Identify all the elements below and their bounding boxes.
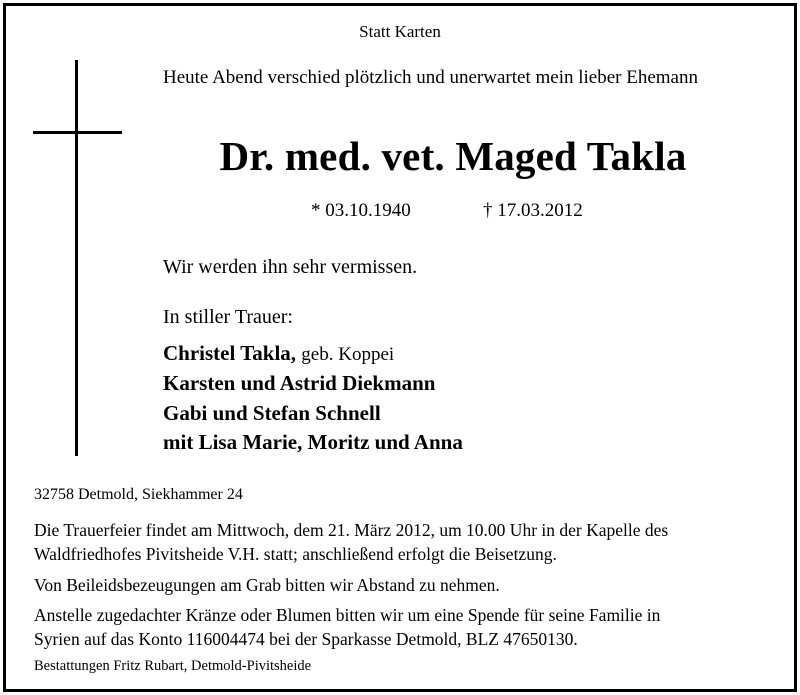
header-statt-karten: Statt Karten — [359, 22, 441, 41]
family-name-christel: Christel Takla, — [163, 341, 297, 365]
undertaker: Bestattungen Fritz Rubart, Detmold-Pivitsheide — [34, 658, 312, 674]
miss-text: Wir werden ihn sehr vermissen. — [163, 256, 418, 278]
birth-date: * 03.10.1940 — [311, 200, 411, 221]
deceased-name: Dr. med. vet. Maged Takla — [219, 133, 687, 179]
family-name-suffix: geb. Koppei — [301, 344, 395, 365]
death-date: † 17.03.2012 — [483, 200, 583, 221]
family-line-1 — [163, 341, 394, 366]
donation-line-1: Anstelle zugedachter Kränze oder Blumen bitten wir um eine Spende für seine Familie in — [34, 605, 661, 625]
intro-text: Heute Abend verschied plötzlich und unerwartet mein lieber Ehemann — [163, 67, 698, 88]
family-line-4: mit Lisa Marie, Moritz und Anna — [163, 430, 463, 454]
condolence-text: Von Beileidsbezeugungen am Grab bitten wir Abstand zu nehmen. — [34, 575, 500, 595]
family-line-3: Gabi und Stefan Schnell — [163, 401, 381, 425]
address: 32758 Detmold, Siekhammer 24 — [34, 486, 243, 503]
donation-line-2: Syrien auf das Konto 116004474 bei der Sparkasse Detmold, BLZ 47650130. — [34, 629, 578, 649]
funeral-line-2: Waldfriedhofes Pivitsheide V.H. statt; anschließend erfolgt die Beisetzung. — [34, 544, 557, 564]
family-line-2: Karsten und Astrid Diekmann — [163, 371, 436, 395]
cross-icon — [75, 60, 78, 456]
mourning-label: In stiller Trauer: — [163, 306, 293, 328]
funeral-line-1: Die Trauerfeier findet am Mittwoch, dem 21. März 2012, um 10.00 Uhr in der Kapelle des — [34, 520, 669, 540]
